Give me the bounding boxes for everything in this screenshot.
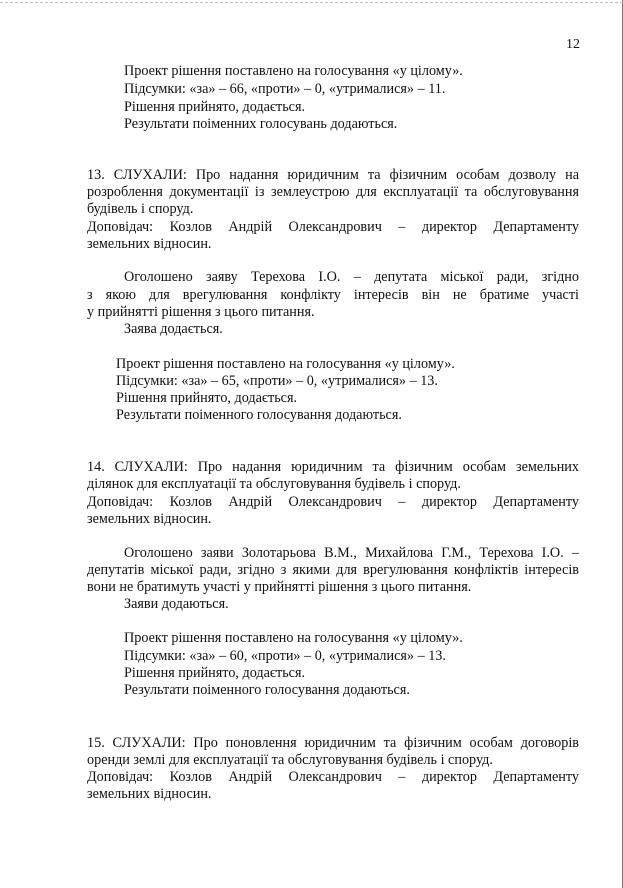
item-14-decision: Рішення прийнято, додається. [124,665,306,681]
item-13-statement: з якою для врегулювання конфлікту інтересів він не братиме участі [87,287,579,303]
item-15-reporter: Доповідач: Козлов Андрій Олександрович – директор Департаменту [87,769,579,785]
item-14-reporter: Доповідач: Козлов Андрій Олександрович – директор Департаменту [87,494,579,510]
item-13-vote-results: Підсумки: «за» – 65, «проти» – 0, «утрималися» – 13. [116,373,438,389]
item-13-reporter: земельних відносин. [87,236,212,252]
decision-text: Рішення прийнято, додається. [124,99,306,115]
item-14-heading: 14. СЛУХАЛИ: Про надання юридичним та фізичним особам земельних [87,459,579,475]
item-15-heading: оренди землі для експлуатації та обслуговування будівель і споруд. [87,752,493,768]
vote-text: Проект рішення поставлено на голосування «у цілому». [124,63,463,79]
item-14-vote-results: Підсумки: «за» – 60, «проти» – 0, «утрималися» – 13. [124,648,446,664]
item-14-reporter: земельних відносин. [87,511,212,527]
item-13-statement: у прийнятті рішення з цього питання. [87,304,315,320]
item-13-decision: Рішення прийнято, додається. [116,390,298,406]
item-14-results-attached: Результати поіменного голосування додаються. [124,682,410,698]
item-14-statements-attached: Заяви додаються. [124,596,229,612]
item-13-vote: Проект рішення поставлено на голосування «у цілому». [116,356,455,372]
scan-edge [0,2,623,4]
item-13-statement: Оголошено заяву Терехова І.О. – депутата міської ради, згідно [124,269,579,285]
item-13-heading: будівель і споруд. [87,201,194,217]
item-14-statement: вони не братимуть участі у прийнятті рішення з цього питання. [87,579,472,595]
item-13-statement-attached: Заява додається. [124,321,223,337]
item-14-statement: Оголошено заяви Золотарьова В.М., Михайлова Г.М., Терехова І.О. – [124,545,579,561]
item-13-results-attached: Результати поіменного голосування додаються. [116,407,402,423]
item-14-heading: ділянок для експлуатації та обслуговування будівель і споруд. [87,476,461,492]
item-15-reporter: земельних відносин. [87,786,212,802]
item-13-heading: розроблення документації із землеустрою для експлуатації та обслуговування [87,184,579,200]
page-number: 12 [566,37,580,52]
item-15-heading: 15. СЛУХАЛИ: Про поновлення юридичним та фізичним особам договорів [87,735,579,751]
item-13-heading: 13. СЛУХАЛИ: Про надання юридичним та фізичним особам дозволу на [87,167,579,183]
item-13-reporter: Доповідач: Козлов Андрій Олександрович – директор Департаменту [87,219,579,235]
vote-results: Підсумки: «за» – 66, «проти» – 0, «утрималися» – 11. [124,81,446,97]
results-attached: Результати поіменних голосувань додаються. [124,116,398,132]
item-14-statement: депутатів міської ради, згідно з якими для врегулювання конфліктів інтересів [87,562,579,578]
item-14-vote: Проект рішення поставлено на голосування «у цілому». [124,630,463,646]
